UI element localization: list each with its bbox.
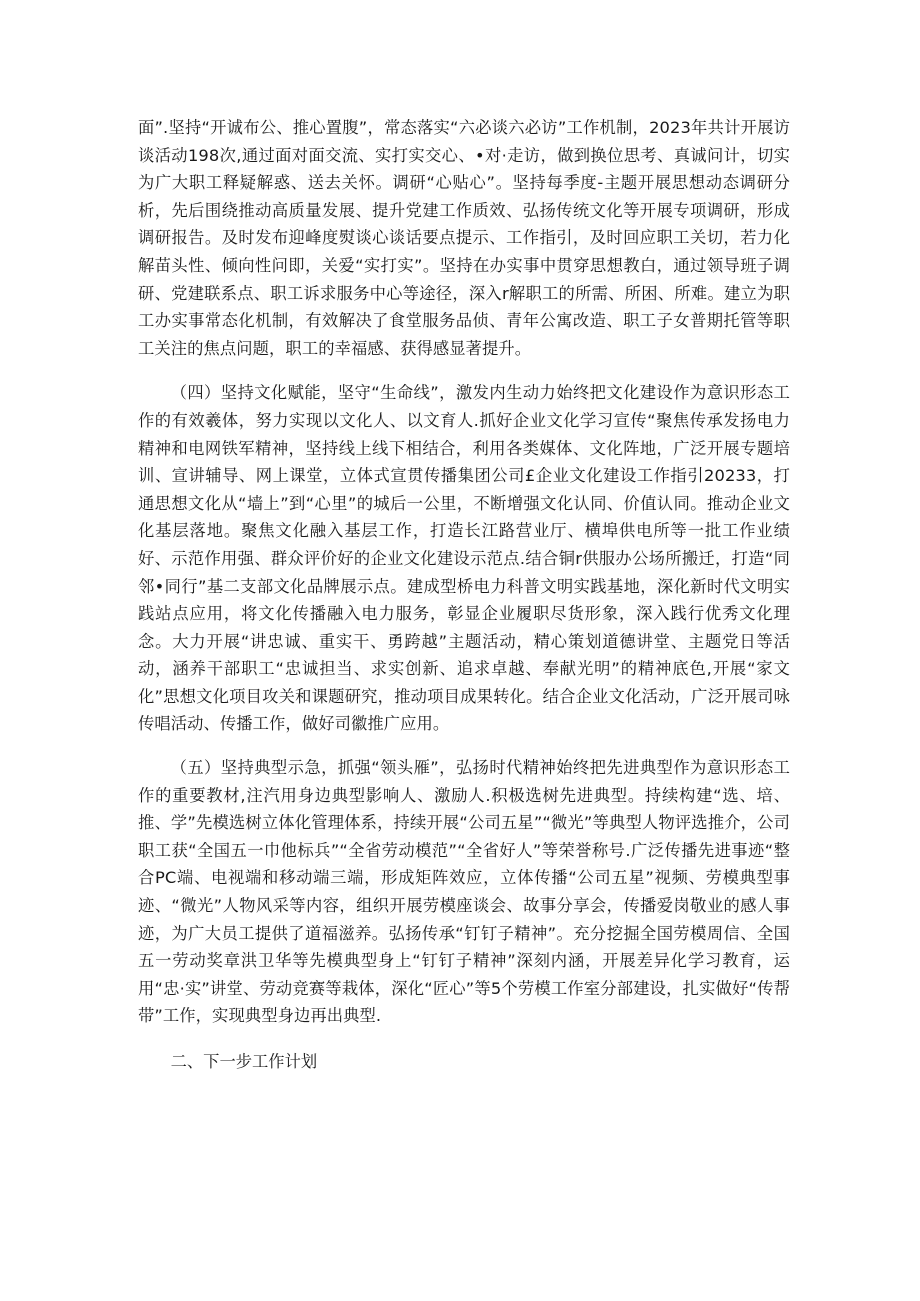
paragraph-visits-and-research: 面”.坚持“开诚布公、推心置腹”，常态落实“六必谈六必访”工作机制，2023年共计开展访谈活动198次,通过面对面交流、实打实交心、•对·走访，做到换位思考、真诚问计，切实为广大职工释疑解惑、送去关怀。调研“心贴心”。坚持每季度-主题开展思想动态调研分析，先后围绕推动高质量发展、提升党建工作质效、弘扬传统文化等开展专项调研，形成调研报告。及时发布迎峰度熨谈心谈话要点提示、工作指引，及时回应职工关切，若力化解苗头性、倾向性问即，关爱“实打实”。坚持在办实事中贯穿思想教白，通过领导班子调研、党建联系点、职工诉求服务中心等途径，深入r解职工的所需、所困、所难。建立为职工办实事常态化机制，有效解决了食堂服务品侦、青年公寓改造、职工子女普期托管等职工关注的焦点问题，职工的幸福感、获得感显著提升。 [138,118,790,358]
paragraph-typical-demonstration: （五）坚持典型示急，抓强“领头雁”，弘扬时代精神始终把先进典型作为意识形态工作的重要教材,注汽用身边典型影响人、激励人.积极选树先进典型。持续构建“选、培、推、学”先模选树立体化管理体系，持续开展“公司五星”“微光”等典型人物评选推介，公司职工获“全国五一巾他标兵”“全省劳动模范”“全省好人”等荣誉称号.广泛传播先进事迹“整合PC端、电视端和移动端三端，形成矩阵效应，立体传播“公司五星”视频、劳模典型事迹、“微光”人物风采等内容，组织开展劳模座谈会、故事分享会，传播爱岗敬业的感人事迹，为广大员工提供了道福滋养。弘扬传承“钉钉子精神”。充分挖掘全国劳模周信、全国五一劳动奖章洪卫华等先模典型身上“钉钉子精神”深刻内涵，开展差异化学习教育，运用“忠·实”讲堂、劳动竞赛等栽体，深化“匠心”等5个劳模工作室分部建设，扎实做好“传帮带”工作，实现典型身边再出典型. [138,758,790,1026]
paragraph-culture-empowerment: （四）坚持文化赋能，坚守“生命线”，激发内生动力始终把文化建设作为意识形态工作的有效羲体，努力实现以文化人、以文育人.抓好企业文化学习宣传“聚焦传承发扬电力精神和电网铁军精神，坚持线上线下相结合，利用各类媒体、文化阵地，广泛开展专题培训、宣讲辅导、网上课堂，立体式宣贯传播集团公司£企业文化建设工作指引20233，打通思想文化从“墙上”到“心里”的城后一公里，不断增强文化认同、价值认同。推动企业文化基层落地。聚焦文化融入基层工作，打造长江路营业厅、横埠供电所等一批工作业绩好、示范作用强、群众评价好的企业文化建设示范点.结合铜r供服办公场所搬迁，打造“同邻•同行”基二支部文化品牌展示点。建成型桥电力科普文明实践基地，深化新时代文明实践站点应用，将文化传播融入电力服务，彰显企业履职尽货形象，深入践行优秀文化理念。大力开展“讲忠诚、重实干、勇跨越”主题活动，精心策划道德讲堂、主题党日等活动，涵养干部职工“忠诚担当、求实创新、追求卓越、奉献光明”的精神底色,开展“家文化”思想文化项目攻关和课题研究，推动项目成果转化。结合企业文化活动，广泛开展司咏传唱活动、传播工作，做好司徽推广应用。 [138,383,790,734]
section-heading-next-steps: 二、下一步工作计划 [170,1052,318,1071]
document-page [138,114,790,1076]
